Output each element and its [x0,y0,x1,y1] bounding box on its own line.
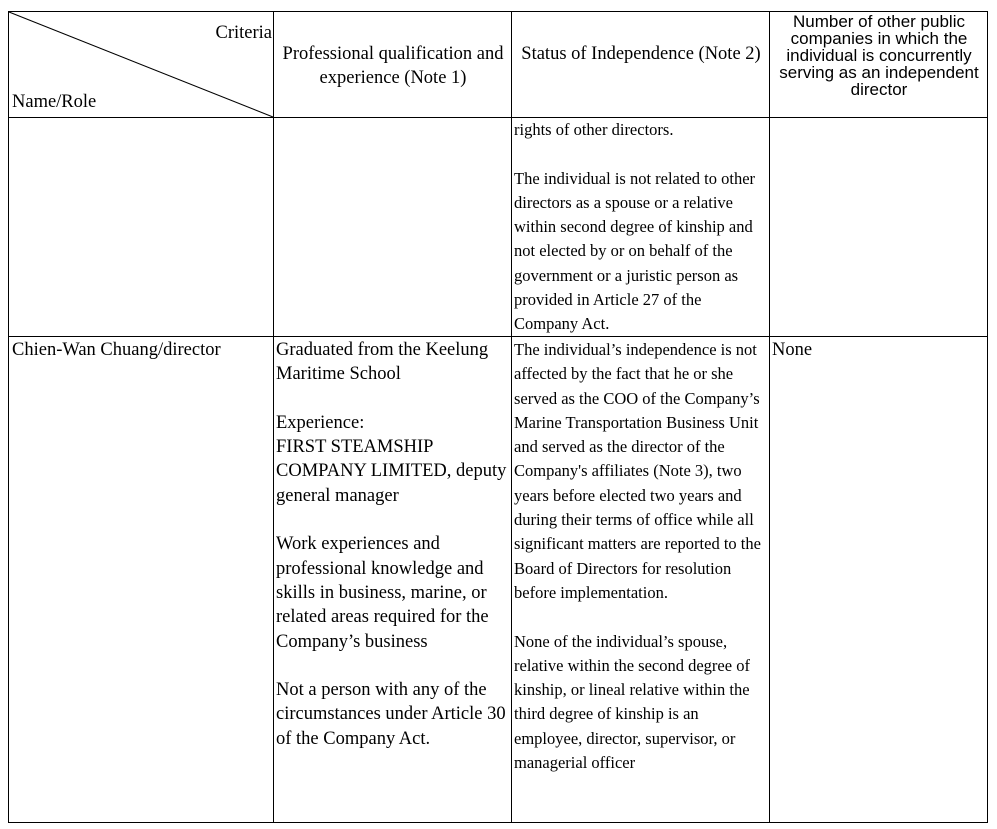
header-independence: Status of Independence (Note 2) [521,44,761,64]
row2-qualification: Graduated from the Keelung Maritime School Experience: FIRST STEAMSHIP COMPANY LIMITED, deputy general manager Work experiences and professional knowledge and skills in business, marine, or related areas required for the Company’s business Not a person with any of the circumstances under Article 30 of the Company Act. [276,340,507,749]
row2-other-companies: None [772,340,813,360]
row1-independence: rights of other directors. The individual is not related to other directors as a spouse or a relative within second degree of kinship and not elected by or on behalf of the government or a juristic person as provided in Article 27 of the Company Act. [514,120,756,334]
header-criteria-label: Criteria [215,23,272,43]
header-name-role-label: Name/Role [12,92,97,112]
row2-name-role: Chien-Wan Chuang/director [12,340,221,360]
row2-independence: The individual’s independence is not affected by the fact that he or she served as the COO of the Company’s Marine Transportation Business Unit and served as the director of the Company's affiliates (Note 3), two years before elected two years and during their terms of office while all significant matters are reported to the Board of Directors for resolution before implementation. None of the individual’s spouse, relative within the second degree of kinship, or lineal relative within the third degree of kinship is an employee, director, supervisor, or managerial officer [514,340,761,773]
header-other-companies: Number of other public companies in which the individual is concurrently serving as an independent director [779,12,979,99]
header-qualification: Professional qualification and experience (Note 1) [282,44,504,88]
